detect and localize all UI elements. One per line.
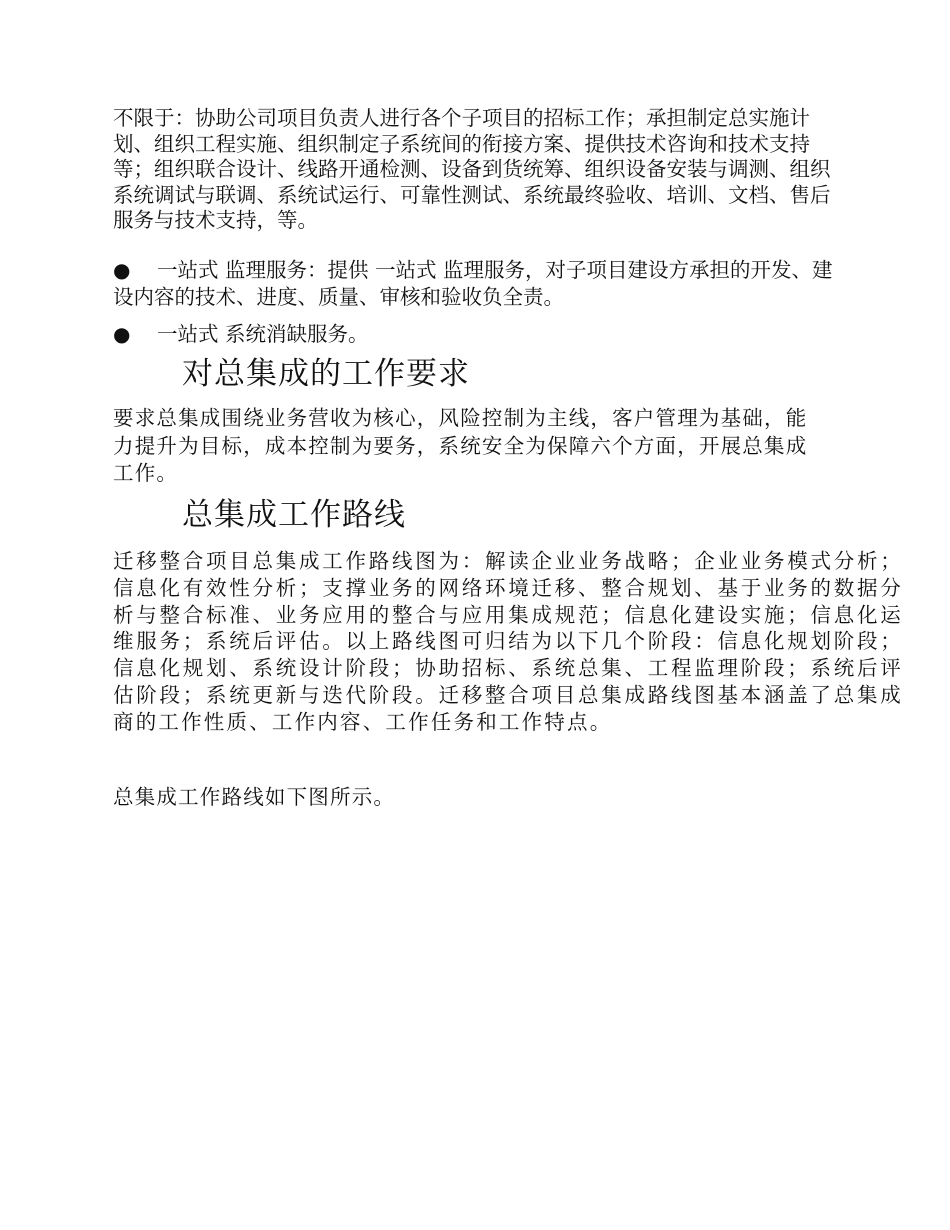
section-heading-requirements: 对总集成的工作要求 (182, 356, 470, 392)
bullet-dot-icon: ● (113, 258, 131, 282)
bullet-item-defect-elimination (113, 321, 848, 348)
bullet-item-supervision (113, 257, 848, 310)
section-heading-work-route: 总集成工作路线 (182, 497, 406, 533)
bullet-text: 一站式 监理服务：提供 一站式 监理服务，对子项目建设方承担的开发、建设内容的技术、进度、质量、审核和验收负全责。 (113, 258, 833, 309)
intro-paragraph: 不限于：协助公司项目负责人进行各个子项目的招标工作；承担制定总实施计划、组织工程实施、组织制定子系统间的衔接方案、提供技术咨询和技术支持等；组织联合设计、线路开通检测、设备到货统筹、组织设备安装与调测、组织系统调试与联调、系统试运行、可靠性测试、系统最终验收、培训、文档、售后服务与技术支持，等。 (113, 106, 831, 233)
bullet-dot-icon: ● (113, 322, 131, 346)
bullet-text: 一站式 系统消缺服务。 (157, 322, 369, 346)
requirements-paragraph: 要求总集成围绕业务营收为核心，风险控制为主线，客户管理为基础，能力提升为目标，成本控制为要务，系统安全为保障六个方面，开展总集成工作。 (113, 406, 808, 485)
figure-reference-paragraph: 总集成工作路线如下图所示。 (113, 785, 396, 809)
work-route-paragraph: 迁移整合项目总集成工作路线图为：解读企业业务战略；企业业务模式分析；信息化有效性分析；支撑业务的网络环境迁移、整合规划、基于业务的数据分析与整合标准、业务应用的整合与应用集成规范；信息化建设实施；信息化运维服务；系统后评估。以上路线图可归结为以下几个阶段：信息化规划阶段；信息化规划、系统设计阶段；协助招标、系统总集、工程监理阶段；系统后评估阶段；系统更新与迭代阶段。迁移整合项目总集成路线图基本涵盖了总集成商的工作性质、工作内容、工作任务和工作特点。 (113, 549, 903, 734)
